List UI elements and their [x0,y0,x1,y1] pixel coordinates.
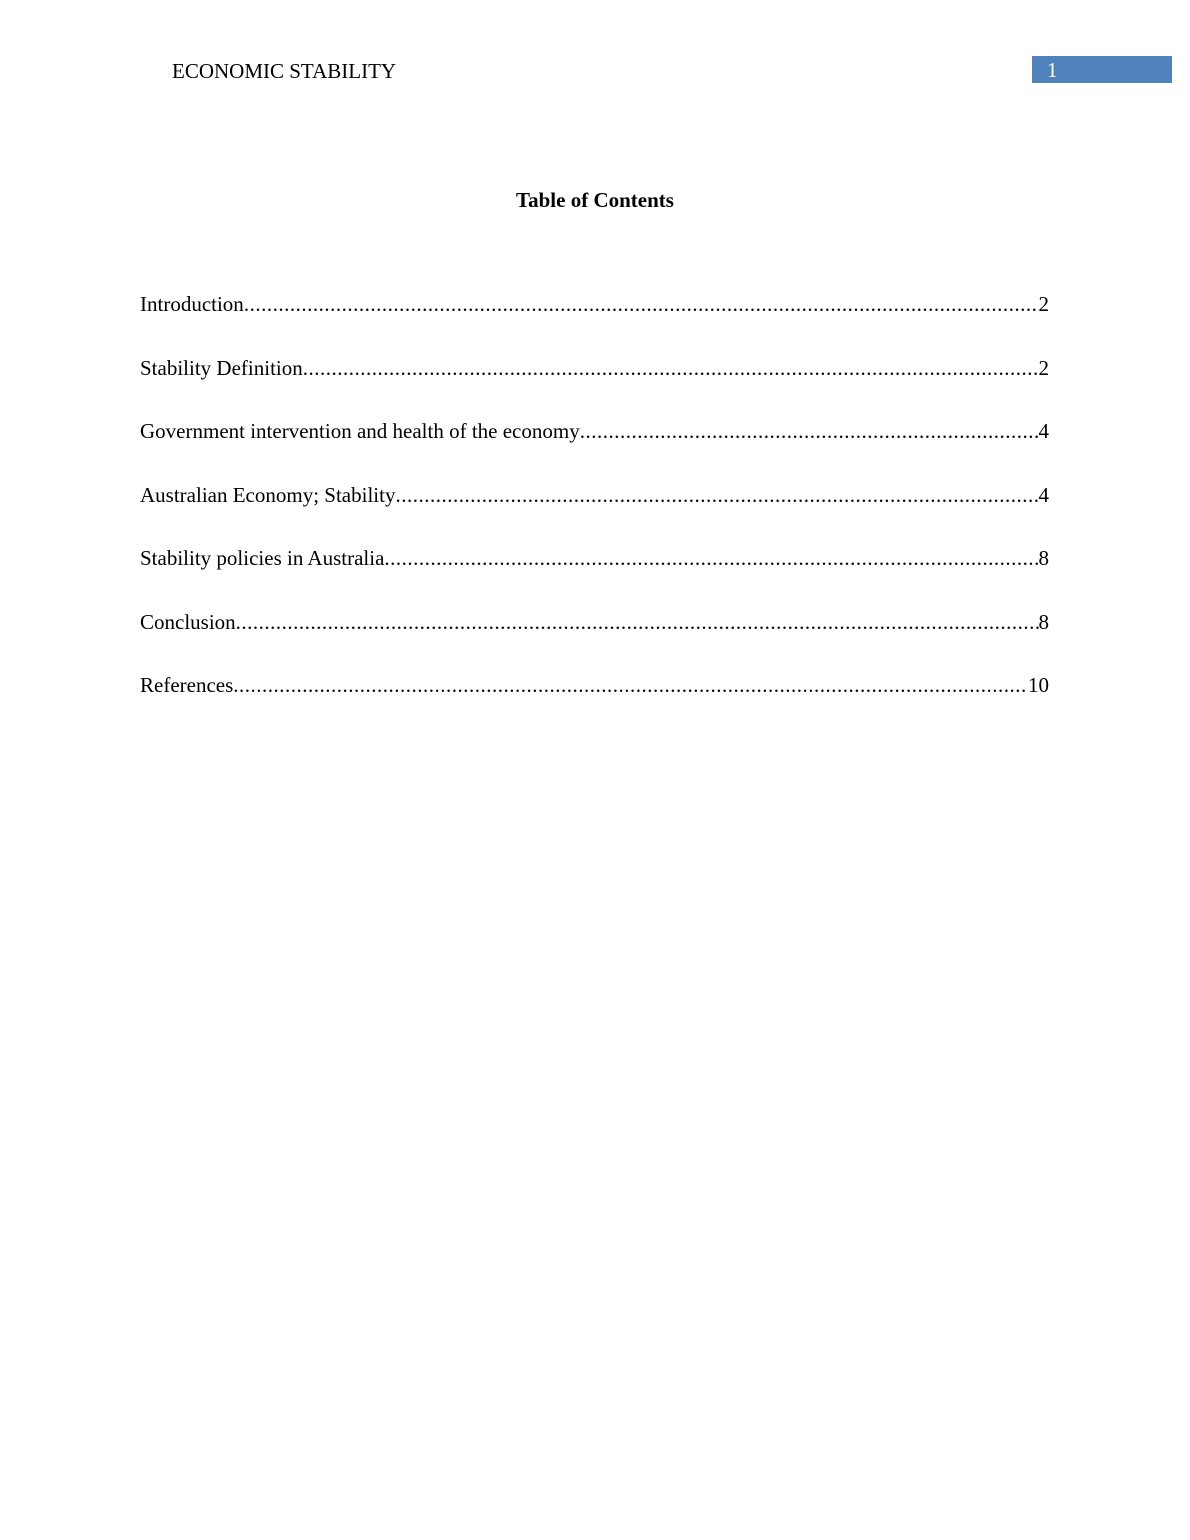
toc-list [140,290,1049,735]
toc-dot-leader [236,608,1039,636]
toc-entry-label: References [140,673,234,697]
toc-entry-stability-policies[interactable] [140,544,1049,608]
toc-entry-stability-definition[interactable] [140,354,1049,418]
toc-entry-introduction[interactable] [140,290,1049,354]
toc-entry-government-intervention[interactable] [140,417,1049,481]
toc-entry-australian-economy[interactable] [140,481,1049,545]
toc-dot-leader [244,290,1039,318]
toc-entry-page: 8 [1038,609,1049,634]
toc-entry-label: Conclusion [140,609,236,634]
toc-entry-page: 4 [1038,482,1049,507]
running-header-title: ECONOMIC STABILITY [172,59,397,83]
toc-entry-references[interactable] [140,671,1049,735]
toc-entry-page: 2 [1038,355,1049,380]
toc-entry-page: 2 [1038,292,1049,316]
toc-dot-leader [303,354,1039,382]
toc-entry-label: Australian Economy; Stability [140,482,396,507]
toc-dot-leader [580,417,1039,445]
toc-entry-page: 10 [1028,673,1049,697]
toc-entry-label: Government intervention and health of the economy [140,419,580,443]
toc-dot-leader [233,671,1028,699]
toc-entry-label: Introduction [140,292,244,316]
toc-entry-conclusion[interactable] [140,608,1049,672]
page-number: 1 [1047,58,1058,82]
toc-entry-label: Stability policies in Australia [140,546,385,570]
toc-dot-leader [395,481,1038,509]
toc-heading: Table of Contents [516,188,674,212]
toc-dot-leader [384,544,1038,572]
toc-entry-label: Stability Definition [140,355,303,380]
page-number-box [1032,56,1172,83]
toc-entry-page: 8 [1038,546,1049,570]
toc-entry-page: 4 [1038,419,1049,443]
